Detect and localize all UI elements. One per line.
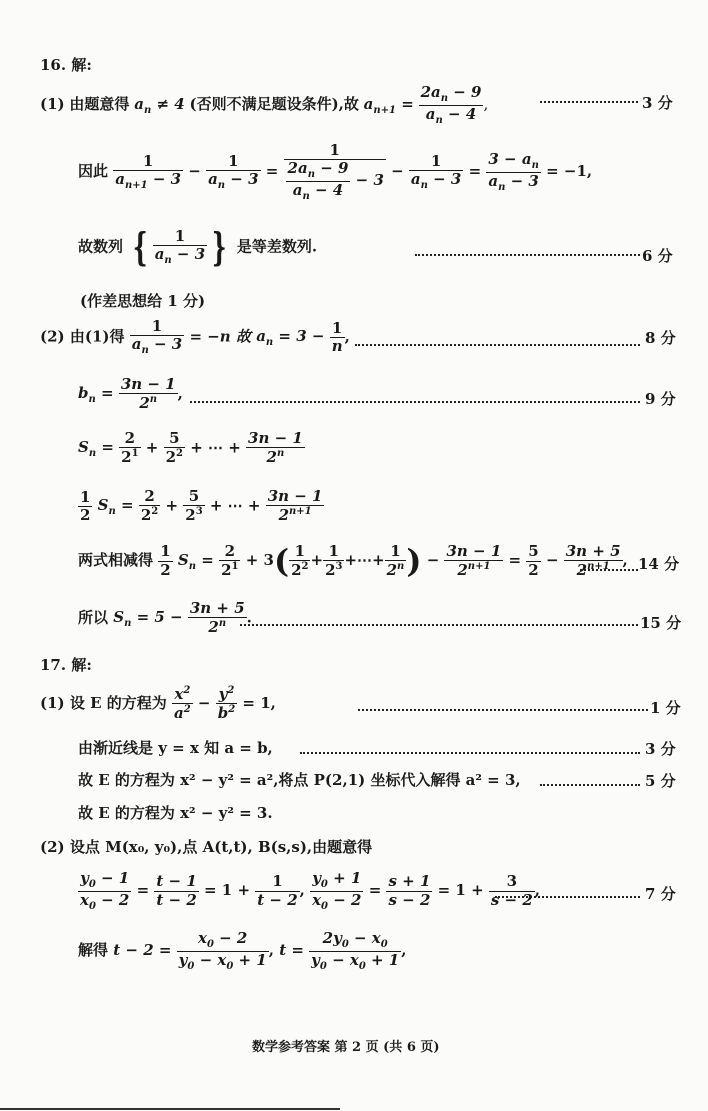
- q16-cond: $a_n \ne 4$: [134, 95, 185, 116]
- q17-l2: 由渐近线是 y = x 知 a = b,: [78, 739, 273, 757]
- q16-sn: $S_n$ = $\frac{2}{2^1}$ + $\frac{5}{2^2}$ + ⋯ + $\frac{3n - 1}{2^n}$: [78, 429, 303, 467]
- q17-l6: $\frac{y_0 - 1}{x_0 - 2}$ = $\frac{t - 1}{t - 2}$ = 1 + $\frac{1}{t - 2}$ , $\frac{y_0 + 1}{x_0 - 2}$ = $\frac{s + 1}{s - 2}$ = 1 + $\frac{3}{s - 2}$ ,: [80, 869, 540, 912]
- frac-3-an: $\frac{3 - a_n}{a_n - 3}$: [488, 150, 539, 193]
- q16-part1-note: (否则不满足题设条件),故: [189, 95, 359, 113]
- q16-score-15: 15 分: [640, 614, 682, 632]
- frac-nested: 1 $\frac{2a_n - 9}{a_n - 4}$ − 3: [284, 142, 386, 202]
- q16-score-3: 3 分: [642, 94, 673, 112]
- q17-l5: [40, 836, 372, 857]
- dot-leader: [240, 624, 638, 626]
- q16-score-6: 6 分: [642, 247, 673, 265]
- dot-leader: [300, 752, 640, 754]
- q16-rec-frac: $\frac{2a_n - 9}{a_n - 4}$: [420, 83, 482, 126]
- q17-l1-text: 设 E 的方程为: [69, 693, 167, 712]
- q16-final: 所以 $S_n = 5$ − $\frac{3n + 5}{2^n}$ .: [78, 599, 252, 637]
- q17-heading: 17. 解:: [40, 656, 92, 674]
- q16-line2-prefix: 因此: [78, 162, 109, 181]
- q16-half-sn: $\frac{1}{2}$ $S_n$ = $\frac{2}{2^2}$ + $\frac{5}{2^3}$ + ⋯ + $\frac{3n - 1}{2^{n+1}}$: [80, 487, 323, 525]
- q16-part1-text: 由题意得: [69, 95, 130, 113]
- q17-score-5: 5 分: [645, 772, 676, 790]
- q16-final-prefix: 所以: [78, 608, 109, 627]
- page-footer: 数学参考答案 第 2 页 (共 6 页): [252, 1040, 440, 1055]
- q16-part1-line3: 故数列 { $\frac{1}{a_n - 3}$ } 是等差数列.: [78, 224, 318, 270]
- q16-line2-eq: = −1,: [546, 162, 593, 181]
- q16-line3-prefix: 故数列: [78, 237, 124, 256]
- q17-score-1: 1 分: [650, 699, 681, 717]
- q16-part2-line1: (2) 由(1)得 $\frac{1}{a_n - 3}$ = −n 故 $a_n = 3$ − $\frac{1}{n}$ ,: [40, 317, 350, 357]
- dot-leader: [540, 101, 638, 103]
- q17-l1: (1) 设 E 的方程为 $\frac{x^2}{a^2}$ − $\frac{y^2}{b^2}$ = 1,: [40, 685, 276, 723]
- q16-part2-label: (2): [40, 327, 65, 346]
- dot-leader: [580, 569, 638, 571]
- q17-l4: 故 E 的方程为 x² − y² = 3.: [78, 804, 273, 822]
- q16-subtract: 两式相减得 $\frac{1}{2}$ $S_n$ = $\frac{2}{2^1}$ + 3( $\frac{1}{2^2}$ + $\frac{1}{2^3}$ +⋯+ $\frac{1}{2^n}$ ) − $\frac{3n - 1}{2^{n+1}}$ = $\frac{5}{2}$ − $\frac{3n + 5}{2^{n+1}}$ ,: [78, 541, 628, 580]
- dot-leader: [540, 784, 640, 786]
- q16-line3-suffix: 是等差数列.: [236, 237, 318, 256]
- frac-1-an1: $\frac{1}{a_{n+1} - 3}$: [115, 151, 182, 191]
- q16-part1-line1: (1) 由题意得 $a_n \ne 4$ (否则不满足题设条件),故 $a_{n+1}$ = $\frac{2a_n - 9}{a_n - 4}$ ,: [40, 83, 489, 126]
- q16-bn: $b_n$ = $\frac{3n - 1}{2^n}$ ,: [78, 375, 183, 413]
- dot-leader: [358, 709, 648, 711]
- dot-leader: [415, 254, 640, 256]
- q16-score-8: 8 分: [645, 329, 676, 347]
- q17-l3: 故 E 的方程为 x² − y² = a²,将点 P(2,1) 坐标代入解得 a² = 3,: [78, 771, 521, 789]
- q16-part2-mid: = −n 故: [189, 327, 251, 346]
- q17-part2-label: (2): [40, 838, 65, 856]
- q16-score-14: 14 分: [638, 555, 680, 573]
- bottom-rule: [0, 1108, 340, 1110]
- q17-part1-label: (1): [40, 693, 65, 712]
- q17-l7-prefix: 解得: [78, 941, 109, 959]
- q17-score-7: 7 分: [645, 885, 676, 903]
- frac-1-an-b: $\frac{1}{a_n - 3}$: [410, 151, 462, 191]
- q16-part1-label: (1): [40, 95, 65, 113]
- q16-rec-lhs: $a_{n+1}$ =: [363, 95, 414, 116]
- dot-leader: [190, 401, 640, 403]
- q17-l5-text: 设点 M(x₀, y₀),点 A(t,t), B(s,s),由题意得: [69, 838, 373, 856]
- q16-part2-text: 由(1)得: [69, 327, 125, 346]
- q16-sub-prefix: 两式相减得: [78, 551, 154, 569]
- q16-heading: 16. 解:: [40, 56, 92, 74]
- q17-score-3: 3 分: [645, 740, 676, 758]
- dot-leader: [495, 896, 640, 898]
- q16-part1-line2: 因此 $\frac{1}{a_{n+1} - 3}$ − $\frac{1}{a_n - 3}$ = 1 $\frac{2a_n - 9}{a_n - 4}$ − 3 − $\frac{1}{a_n - 3}$ = $\frac{3 - a_n}{a_n - 3}$ = −1,: [78, 141, 593, 202]
- dot-leader: [355, 344, 640, 346]
- frac-1-an: $\frac{1}{a_n - 3}$: [208, 151, 259, 191]
- q16-note2: (作差思想给 1 分): [80, 292, 206, 310]
- q17-l7: 解得 t − 2 = $\frac{x_0 - 2}{y_0 - x_0 + 1}$ , t = $\frac{2y_0 - x_0}{y_0 - x_0 + 1}$ ,: [78, 929, 407, 972]
- q16-score-9: 9 分: [645, 390, 676, 408]
